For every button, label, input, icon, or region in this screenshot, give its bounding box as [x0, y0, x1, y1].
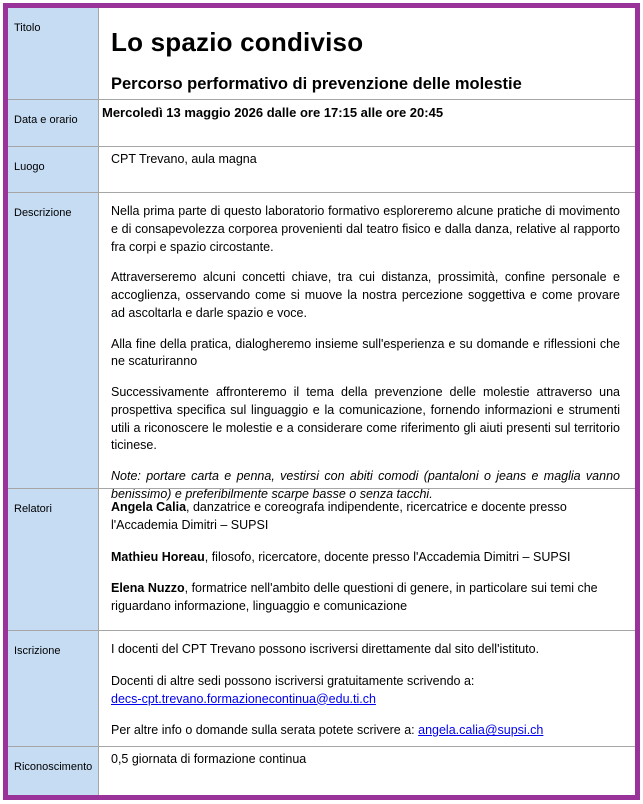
registration-link-line — [111, 691, 620, 709]
description-paragraph: Attraverseremo alcuni concetti chiave, tra cui distanza, prossimità, confine personale e accoglienza, osservando come si muove la nostra percezione soggettiva e come provare ad ascoltarla e darle spazio e voce. — [111, 270, 620, 320]
title-content — [99, 8, 635, 99]
speaker-name: Elena Nuzzo — [111, 581, 185, 596]
registration-paragraph: Docenti di altre sedi possono iscriversi gratuitamente scrivendo a: — [111, 673, 475, 688]
description-paragraph: Successivamente affronteremo il tema della prevenzione delle molestie attraverso una prospettiva specifica sul linguaggio e la comunicazione, fornendo informazioni e strumenti utili a riconoscere le molestie e a considerare come riferimento gli aiuti presenti sul territorio ticinese. — [111, 385, 620, 453]
row-recognition — [8, 746, 635, 795]
venue-text: CPT Trevano, aula magna — [111, 152, 257, 166]
label-riconoscimento: Riconoscimento — [8, 747, 99, 795]
row-venue — [8, 146, 635, 192]
label-iscrizione: Iscrizione — [8, 631, 99, 746]
row-description — [8, 192, 635, 501]
event-subtitle: Percorso performativo di prevenzione delle molestie — [111, 74, 522, 93]
recognition-text: 0,5 giornata di formazione continua — [111, 752, 307, 766]
speaker-item — [111, 549, 620, 567]
label-data-orario: Data e orario — [8, 100, 99, 146]
registration-paragraph: I docenti del CPT Trevano possono iscriversi direttamente dal sito dell'istituto. — [111, 642, 540, 656]
row-schedule — [8, 99, 635, 146]
row-title — [8, 8, 635, 99]
registration-info-text: Per altre info o domande sulla serata potete scrivere a: — [111, 723, 419, 738]
row-speakers — [8, 488, 635, 630]
registration-content — [99, 631, 635, 746]
event-title: Lo spazio condiviso — [111, 27, 364, 57]
label-titolo: Titolo — [8, 8, 99, 99]
speaker-item — [111, 580, 620, 616]
speaker-bio: , filosofo, ricercatore, docente presso l'Accademia Dimitri – SUPSI — [204, 549, 571, 564]
contact-email-link[interactable]: angela.calia@supsi.ch — [418, 723, 544, 738]
speaker-name: Angela Calia — [111, 500, 187, 514]
registration-email-link[interactable]: decs-cpt.trevano.formazionecontinua@edu.ti.ch — [111, 691, 376, 706]
speaker-bio: , formatrice nell'ambito delle questioni di genere, in particolare sui temi che riguardano informazione, linguaggio e comunicazione — [111, 581, 598, 613]
speaker-item — [111, 499, 620, 535]
label-luogo: Luogo — [8, 147, 99, 192]
speaker-bio: , danzatrice e coreografa indipendente, ricercatrice e docente presso l'Accademia Dimitri – SUPSI — [111, 500, 567, 532]
description-note: Note: portare carta e penna, vestirsi con abiti comodi (pantaloni o jeans e maglia vanno benissimo) e preferibilmente scarpe basse o senza tacchi. — [111, 469, 620, 501]
description-paragraph: Alla fine della pratica, dialogheremo insieme sull'esperienza e su domande e riflessioni che ne scaturiranno — [111, 336, 620, 369]
label-relatori: Relatori — [8, 489, 99, 630]
row-registration — [8, 630, 635, 746]
speakers-content — [99, 489, 635, 630]
event-info-table — [3, 3, 640, 800]
registration-paragraph — [111, 722, 620, 740]
speaker-name: Mathieu Horeau — [111, 549, 205, 564]
schedule-text: Mercoledì 13 maggio 2026 dalle ore 17:15 alle ore 20:45 — [102, 105, 444, 120]
description-paragraph: Nella prima parte di questo laboratorio formativo esploreremo alcune pratiche di movimento e di consapevolezza corporea provenienti dal teatro fisico e dalla danza, relative al rapporto fra corpi e spazio circostante. — [111, 204, 620, 254]
label-descrizione: Descrizione — [8, 193, 99, 488]
description-content — [99, 193, 635, 501]
